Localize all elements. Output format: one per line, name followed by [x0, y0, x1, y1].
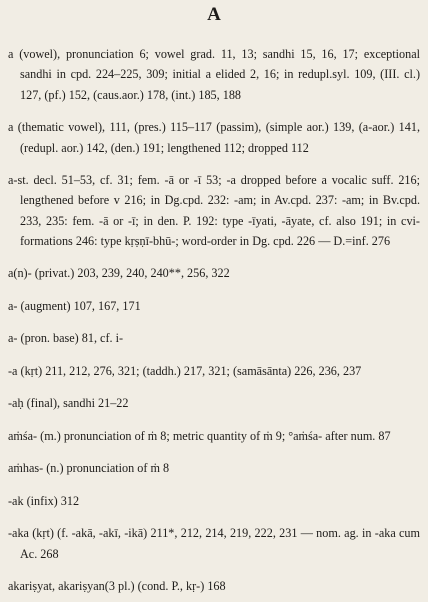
index-entry — [8, 170, 420, 251]
index-entry-text: -aka (kṛt) (f. -akā, -akī, -ikā) 211*, 212, 214, 219, 222, 231 — nom. ag. in -aka cum Ac. 268 — [8, 526, 420, 561]
index-entry — [8, 523, 420, 564]
index-entry — [8, 263, 420, 283]
index-entry — [8, 491, 420, 511]
index-entry — [8, 426, 420, 446]
index-entry-text: -aḥ (final), sandhi 21–22 — [8, 396, 129, 411]
index-entry — [8, 576, 420, 596]
index-entry-text: aṁśa- (m.) pronunciation of ṁ 8; metric quantity of ṁ 9; °aṁśa- after num. 87 — [8, 428, 391, 443]
index-entry — [8, 393, 420, 413]
index-entry-text: a- (augment) 107, 167, 171 — [8, 298, 141, 313]
index-entry-text: akariṣyat, akariṣyan(3 pl.) (cond. P., kṛ-) 168 — [8, 579, 226, 594]
index-entry-text: -ak (infix) 312 — [8, 493, 80, 508]
section-letter-heading: A — [207, 4, 221, 25]
index-entry-text: aṁhas- (n.) pronunciation of ṁ 8 — [8, 461, 170, 476]
index-entry-text: a-st. decl. 51–53, cf. 31; fem. -ā or -ī 53; -a dropped before a vocalic suff. 216; lengthened before v 216; in Dg.cpd. 232: -am; in Av.cpd. 237: -am; in Bv.cpd. 233, 235: fem. -ā or -ī; in den. P. 192: type -īyati, -āyate, cf. also 191; in cvi-formations 246: type kṛṣṇī-bhū-; word-order in Dg. cpd. 226 — D.=inf. 276 — [8, 173, 420, 248]
index-entry — [8, 328, 420, 348]
index-entry — [8, 458, 420, 478]
index-entry — [8, 361, 420, 381]
index-entry-text: a (thematic vowel), 111, (pres.) 115–117 (passim), (simple aor.) 139, (a-aor.) 141, (redupl. aor.) 142, (den.) 191; lengthened 112; dropped 112 — [8, 120, 420, 155]
index-entry-text: a- (pron. base) 81, cf. i- — [8, 331, 124, 346]
index-entry — [8, 296, 420, 316]
index-entry-list — [8, 32, 420, 602]
index-entry-text: a (vowel), pronunciation 6; vowel grad. 11, 13; sandhi 15, 16, 17; exceptional sandhi in cpd. 224–225, 309; initial a elided 2, 16; in redupl.syl. 109, (III. cl.) 127, (pf.) 152, (caus.aor.) 178, (int.) 185, 188 — [8, 47, 420, 102]
index-entry-text: a(n)- (privat.) 203, 239, 240, 240**, 256, 322 — [8, 266, 230, 281]
index-entry — [8, 117, 420, 158]
index-entry-text: -a (kṛt) 211, 212, 276, 321; (taddh.) 217, 321; (samāsānta) 226, 236, 237 — [8, 363, 362, 378]
index-entry — [8, 44, 420, 105]
